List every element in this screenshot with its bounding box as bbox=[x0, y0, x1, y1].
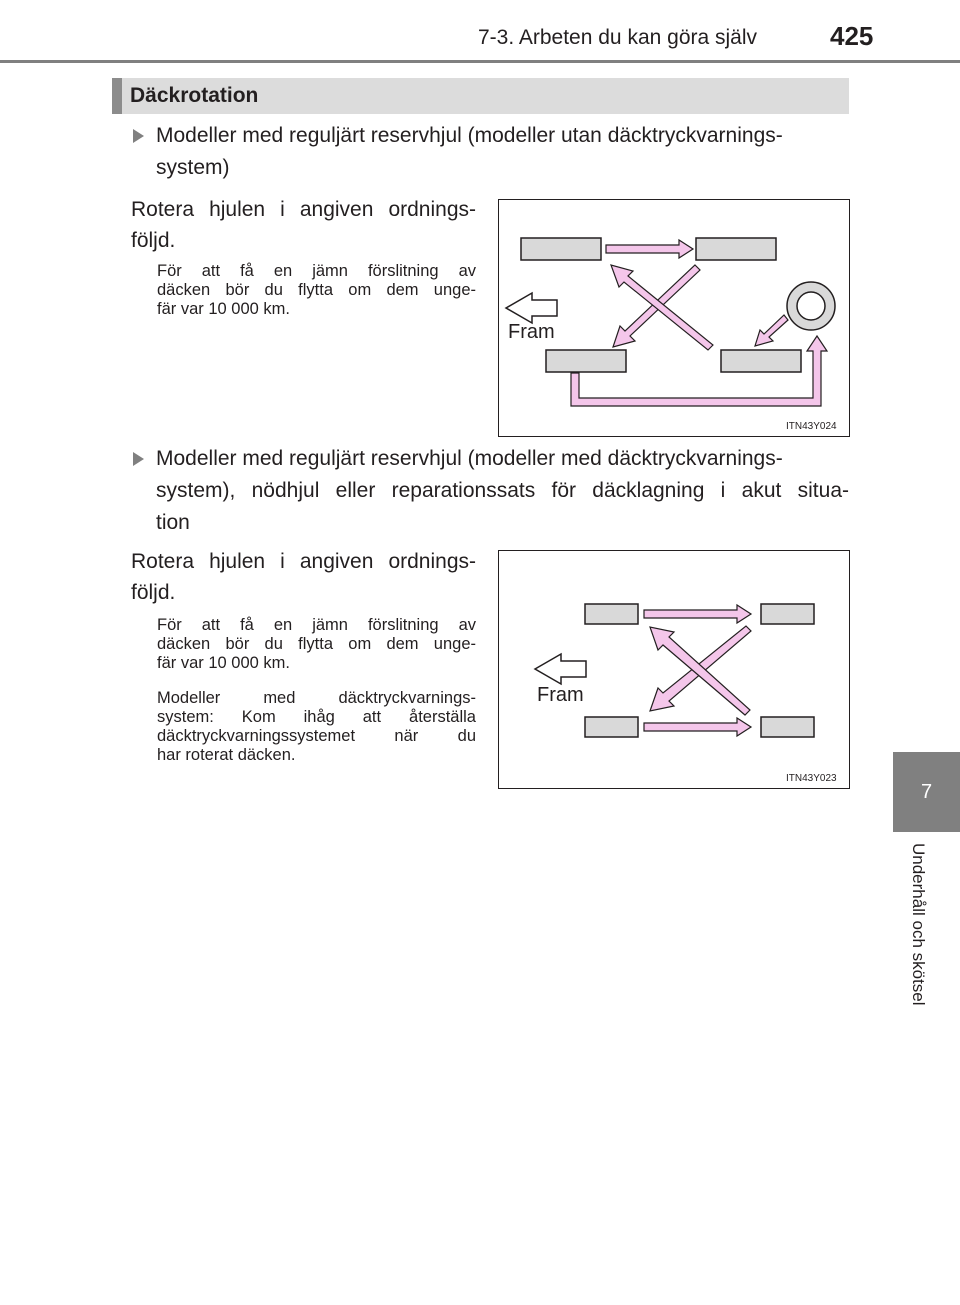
intro-1-line-2: följd. bbox=[131, 229, 176, 252]
note-2-2 bbox=[157, 689, 476, 765]
tire-front-left bbox=[585, 604, 638, 624]
chapter-tab: 7 bbox=[893, 752, 960, 832]
bullet-icon bbox=[133, 452, 144, 466]
chapter-title: Underhåll och skötsel bbox=[909, 843, 928, 1006]
section-heading: Däckrotation bbox=[130, 84, 259, 107]
bullet-1-line-2: system) bbox=[156, 156, 230, 179]
arrow-fl-to-fr bbox=[644, 605, 751, 623]
note-line: fär var 10 000 km. bbox=[157, 300, 290, 318]
bullet-2-line-3: tion bbox=[156, 511, 190, 534]
front-direction-arrow-icon bbox=[535, 654, 586, 684]
note-2-1 bbox=[157, 616, 476, 673]
arrow-fl-to-fr bbox=[606, 240, 693, 258]
header-rule bbox=[0, 60, 960, 63]
intro-text-1 bbox=[131, 194, 476, 256]
tire-rear-left bbox=[546, 350, 626, 372]
running-header-section: 7-3. Arbeten du kan göra själv bbox=[478, 26, 758, 49]
bullet-2-line-2: system), nödhjul eller reparationssats för däcklagning i akut situa- bbox=[156, 479, 849, 502]
note-1-1 bbox=[157, 262, 476, 319]
bullet-icon bbox=[133, 129, 144, 143]
figure-code: ITN43Y023 bbox=[786, 773, 837, 784]
intro-text-2 bbox=[131, 546, 476, 608]
section-heading-bar bbox=[112, 78, 849, 114]
tire-front-right bbox=[696, 238, 776, 260]
intro-1-line-1: Rotera hjulen i angiven ordnings- bbox=[131, 198, 476, 221]
rotation-diagram-2-svg bbox=[499, 551, 849, 788]
chapter-title-vertical bbox=[906, 843, 936, 1043]
note-line: fär var 10 000 km. bbox=[157, 654, 290, 672]
rotation-diagram-1 bbox=[498, 199, 850, 437]
note-line: däcktryckvarningssystemet när du bbox=[157, 727, 476, 745]
front-direction-arrow-icon bbox=[506, 293, 557, 323]
tire-front-left bbox=[521, 238, 601, 260]
front-label: Fram bbox=[508, 321, 555, 343]
note-line: däcken bör du flytta om dem unge- bbox=[157, 635, 476, 653]
rotation-diagram-2 bbox=[498, 550, 850, 789]
intro-2-line-2: följd. bbox=[131, 581, 176, 604]
tire-rear-right bbox=[721, 350, 801, 372]
tire-front-right bbox=[761, 604, 814, 624]
section-heading-accent bbox=[112, 78, 122, 114]
arrow-rl-to-rr bbox=[644, 718, 751, 736]
note-line: har roterat däcken. bbox=[157, 746, 296, 764]
note-line: För att få en jämn förslitning av bbox=[157, 616, 476, 634]
arrow-spare-to-rr bbox=[755, 315, 788, 346]
intro-2-line-1: Rotera hjulen i angiven ordnings- bbox=[131, 550, 476, 573]
note-line: däcken bör du flytta om dem unge- bbox=[157, 281, 476, 299]
bullet-item-1 bbox=[156, 120, 849, 184]
note-line: För att få en jämn förslitning av bbox=[157, 262, 476, 280]
front-label: Fram bbox=[537, 684, 584, 706]
bullet-item-2 bbox=[156, 443, 849, 539]
rotation-diagram-1-svg bbox=[499, 200, 849, 436]
tire-rear-left bbox=[585, 717, 638, 737]
note-line: Modeller med däcktryckvarnings- bbox=[157, 689, 476, 707]
page-number: 425 bbox=[830, 21, 874, 51]
spare-wheel-hub bbox=[797, 292, 825, 320]
tire-rear-right bbox=[761, 717, 814, 737]
bullet-2-line-1: Modeller med reguljärt reservhjul (modeller med däcktryckvarnings- bbox=[156, 447, 783, 470]
bullet-1-line-1: Modeller med reguljärt reservhjul (modeller utan däcktryckvarnings- bbox=[156, 124, 783, 147]
note-line: system: Kom ihåg att återställa bbox=[157, 708, 476, 726]
figure-code: ITN43Y024 bbox=[786, 421, 837, 432]
